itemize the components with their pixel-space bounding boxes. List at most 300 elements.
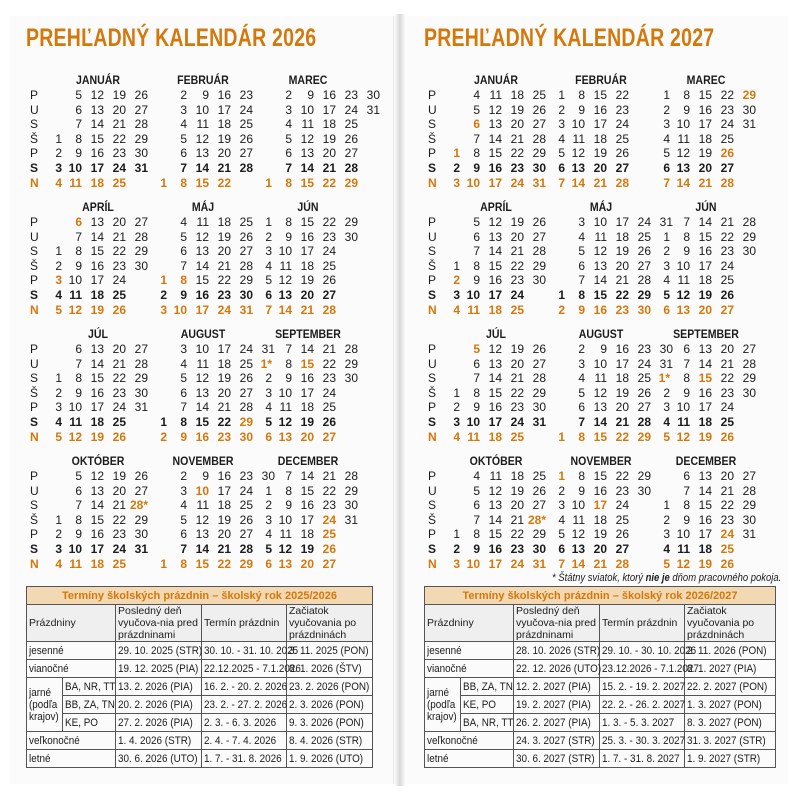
week-row <box>149 400 257 415</box>
day-number: 17 <box>698 258 712 273</box>
day-number: 23 <box>217 429 231 444</box>
day-number: 29 <box>134 244 148 259</box>
region-cell <box>63 678 116 696</box>
day-number: 16 <box>615 342 629 356</box>
day-number: 11 <box>489 88 502 102</box>
day-number: 11 <box>196 498 209 513</box>
table-row <box>27 732 373 750</box>
day-number: 4 <box>180 117 187 132</box>
week-row <box>149 527 257 542</box>
day-number: 31 <box>532 415 546 429</box>
day-number: 24 <box>239 483 253 498</box>
day-number: 25 <box>532 469 546 483</box>
day-number: 22 <box>615 429 629 444</box>
day-number: 5 <box>180 229 187 244</box>
day-number: 6 <box>473 117 480 132</box>
week-row <box>254 215 362 230</box>
week-row <box>442 273 550 288</box>
cell <box>202 732 287 750</box>
month-január <box>442 73 550 199</box>
day-number: 23 <box>510 400 524 415</box>
day-number: 2 <box>663 385 670 400</box>
day-number: 11 <box>677 131 690 146</box>
day-number: 7 <box>75 498 82 513</box>
day-number: 2 <box>578 342 585 356</box>
week-row <box>442 215 550 230</box>
day-number: 1 <box>160 175 167 190</box>
day-label: Š <box>428 385 437 400</box>
day-number: 9 <box>600 342 607 356</box>
day-number: 11 <box>594 229 607 244</box>
week-row <box>547 386 655 401</box>
cell <box>514 678 600 696</box>
day-number: 16 <box>90 146 104 161</box>
day-number: 1 <box>558 88 565 102</box>
cell <box>600 750 685 768</box>
day-number: 8 <box>473 146 480 161</box>
day-number: 3 <box>453 288 460 302</box>
day-number: 1 <box>558 288 565 302</box>
day-number: 4 <box>473 88 480 102</box>
day-number: 11 <box>69 288 82 302</box>
day-number: 3 <box>453 175 460 190</box>
day-number: 20 <box>510 356 524 371</box>
day-number: 3 <box>55 161 62 175</box>
cell <box>600 678 685 696</box>
day-number: 1 <box>663 229 670 244</box>
day-number: 21 <box>112 229 126 244</box>
day-number: 3 <box>285 102 292 117</box>
day-number: 15 <box>300 175 314 190</box>
week-row <box>149 557 257 572</box>
footnote-text: * Štátny sviatok, ktorý <box>552 572 646 584</box>
week-row <box>547 273 655 288</box>
cell <box>685 732 776 750</box>
cell-text: jesenné <box>29 644 64 657</box>
day-number: 26 <box>637 385 651 400</box>
day-number: 11 <box>69 415 82 429</box>
day-number: 11 <box>572 131 585 146</box>
day-number: 17 <box>593 117 607 132</box>
week-row <box>254 498 362 513</box>
day-number: 10 <box>195 342 209 356</box>
day-number: 6 <box>663 302 670 317</box>
day-number: 21 <box>217 400 231 415</box>
day-number: 18 <box>510 88 524 102</box>
day-number: 18 <box>217 117 231 132</box>
week-row <box>149 484 257 499</box>
day-number: 3 <box>265 385 272 400</box>
day-number: 3 <box>663 400 670 415</box>
day-label: Š <box>428 131 437 146</box>
day-number: 27 <box>532 498 546 513</box>
cell-text: 1. 7. - 31. 8. 2026 <box>204 752 282 765</box>
day-number: 28 <box>637 415 651 429</box>
day-number: 20 <box>698 161 712 175</box>
day-number: 16 <box>488 542 502 556</box>
day-number: 8 <box>683 498 690 513</box>
week-row <box>254 176 362 191</box>
cell-text: 28. 10. 2026 (STR) <box>516 644 601 657</box>
cell <box>685 660 776 678</box>
day-number: 7 <box>285 469 292 483</box>
day-number: 17 <box>90 400 104 415</box>
day-number: 16 <box>698 385 712 400</box>
day-number: 7 <box>578 415 585 429</box>
cell <box>685 696 776 714</box>
column-header: Prázdniny <box>27 605 116 642</box>
day-number: 24 <box>615 498 629 513</box>
day-number: 24 <box>510 288 524 302</box>
month-name: DECEMBER <box>675 454 737 468</box>
day-number: 1 <box>265 175 272 190</box>
day-number: 11 <box>279 258 292 273</box>
day-number: 24 <box>720 258 734 273</box>
month-name: APRÍL <box>82 200 114 214</box>
day-number: 19 <box>698 429 712 444</box>
week-row <box>652 357 760 372</box>
day-number: 2 <box>180 88 187 102</box>
day-number: 13 <box>698 469 712 483</box>
day-number: 1 <box>453 146 460 161</box>
week-row <box>547 415 655 430</box>
day-number: 28 <box>344 161 358 175</box>
day-number: 14 <box>571 556 585 571</box>
day-number: 16 <box>593 302 607 317</box>
cell-text: 2. 4. - 7. 4. 2026 <box>204 734 277 747</box>
week-row <box>547 400 655 415</box>
day-number: 4 <box>663 542 670 556</box>
day-number: 5 <box>473 215 480 229</box>
day-number: 11 <box>467 302 480 317</box>
day-number: 16 <box>488 161 502 175</box>
day-label: N <box>30 175 39 190</box>
week-row <box>652 430 760 445</box>
day-number: 7 <box>683 215 690 229</box>
month-júl <box>44 327 152 453</box>
day-number: 29 <box>134 512 148 527</box>
cell-text: veľkonočné <box>427 734 478 747</box>
day-number: 1 <box>55 131 62 146</box>
week-row <box>44 259 152 274</box>
cell-text: 8. 1. 2026 (ŠTV) <box>289 662 362 675</box>
day-number: 16 <box>90 258 104 273</box>
day-number: 10 <box>278 512 292 527</box>
cell <box>202 678 287 696</box>
week-row <box>652 400 760 415</box>
day-number: 5 <box>55 302 62 317</box>
day-number: 15 <box>593 429 607 444</box>
month-október <box>442 454 550 580</box>
day-number: 13 <box>698 342 712 356</box>
day-number: 16 <box>90 527 104 542</box>
day-number: 26 <box>720 146 734 161</box>
day-number: 4 <box>265 258 272 273</box>
day-number: 4 <box>180 498 187 513</box>
day-number: 13 <box>278 288 292 302</box>
week-row <box>149 469 275 484</box>
day-number: 14 <box>488 371 502 386</box>
day-number: 17 <box>217 342 231 356</box>
month-december <box>652 454 760 580</box>
week-row <box>254 230 362 245</box>
cell <box>287 660 373 678</box>
table-row <box>425 678 776 696</box>
day-number: 3 <box>55 400 62 415</box>
day-number: 8 <box>180 556 187 571</box>
day-number: 24 <box>510 556 524 571</box>
day-number: 7 <box>473 131 480 146</box>
week-row <box>442 469 550 484</box>
day-number: 21 <box>720 483 734 498</box>
week-row <box>149 498 257 513</box>
day-number: 15 <box>90 512 104 527</box>
day-number: 7 <box>683 356 690 371</box>
day-number: 9 <box>307 88 314 102</box>
day-number: 12 <box>488 483 502 498</box>
day-label: P <box>30 342 39 356</box>
day-number: 19 <box>217 229 231 244</box>
day-number: 23 <box>510 273 524 288</box>
day-number: 26 <box>239 512 253 527</box>
cell-text: 15. 2. - 19. 2. 2027 <box>602 680 686 693</box>
month-name: AUGUST <box>578 327 624 341</box>
row-name <box>425 750 514 768</box>
day-number: 3 <box>453 415 460 429</box>
day-number: 23 <box>322 229 336 244</box>
day-number: 1 <box>558 469 565 483</box>
cell <box>600 696 685 714</box>
holidays-table-2026-2027 <box>424 586 776 768</box>
day-number: 20 <box>300 288 314 302</box>
footnote <box>552 572 781 584</box>
month-marec <box>254 73 380 199</box>
day-label: N <box>30 429 39 444</box>
day-number: 7 <box>285 342 292 356</box>
day-number: 19 <box>90 429 104 444</box>
day-number: 10 <box>68 400 82 415</box>
day-number: 5 <box>473 483 480 498</box>
day-number: 29 <box>532 146 546 161</box>
day-number: 6 <box>473 229 480 244</box>
day-number: 4 <box>453 302 460 317</box>
day-number: 30 <box>532 400 546 415</box>
cell-text: 1. 3. - 5. 3. 2027 <box>602 716 675 729</box>
day-number: 19 <box>217 371 231 386</box>
day-number: 6 <box>75 342 82 356</box>
week-row <box>547 342 673 357</box>
cell <box>685 750 776 768</box>
day-number: 25 <box>112 556 126 571</box>
day-number: 17 <box>615 215 629 229</box>
day-number: 7 <box>558 175 565 190</box>
day-number: 30 <box>532 542 546 556</box>
day-number: 15 <box>195 273 209 288</box>
day-number: 10 <box>195 102 209 117</box>
day-number: 28 <box>615 556 629 571</box>
day-number: 12 <box>68 302 82 317</box>
day-number: 13 <box>676 302 690 317</box>
day-number: 27 <box>134 483 148 498</box>
day-number: 22 <box>510 146 524 161</box>
day-number: 13 <box>90 342 104 356</box>
month-name: SEPTEMBER <box>275 327 341 341</box>
day-label: Š <box>428 512 437 527</box>
day-number: 19 <box>510 215 524 229</box>
month-name: AUGUST <box>180 327 226 341</box>
day-number: 9 <box>285 498 292 513</box>
day-number: 10 <box>300 102 314 117</box>
week-row <box>254 415 362 430</box>
day-number: 26 <box>720 429 734 444</box>
week-row <box>547 513 655 528</box>
day-number: 3 <box>558 117 565 132</box>
day-number: 24 <box>322 244 336 259</box>
day-number: 21 <box>593 556 607 571</box>
week-row <box>44 88 152 103</box>
cell-text: 1. 9. 2027 (STR) <box>687 752 761 765</box>
day-label: S <box>428 244 437 259</box>
week-row <box>254 88 380 103</box>
cell-text: 2. 11. 2026 (PON) <box>687 644 767 657</box>
day-number: 11 <box>301 117 314 132</box>
day-number: 26 <box>239 371 253 386</box>
week-row <box>547 259 655 274</box>
day-number: 3 <box>663 527 670 542</box>
day-number: 8 <box>578 429 585 444</box>
day-number: 30 <box>344 371 358 386</box>
week-row <box>652 542 760 557</box>
week-row <box>44 357 152 372</box>
week-row <box>254 557 362 572</box>
day-label: N <box>30 556 39 571</box>
cell-text: 19. 2. 2027 (PIA) <box>516 698 591 711</box>
week-row <box>652 371 760 386</box>
day-number: 25 <box>510 302 524 317</box>
week-row <box>254 371 362 386</box>
day-number: 27 <box>720 161 734 175</box>
day-number: 19 <box>300 415 314 429</box>
day-number: 11 <box>279 400 292 415</box>
day-number: 26 <box>615 146 629 161</box>
cell <box>287 714 373 732</box>
row-name <box>27 732 116 750</box>
week-row <box>652 342 760 357</box>
day-number: 10 <box>466 175 480 190</box>
week-row <box>149 342 275 357</box>
day-number: 14 <box>300 161 314 175</box>
week-row <box>442 371 550 386</box>
day-number: 11 <box>196 356 209 371</box>
day-number: 9 <box>285 229 292 244</box>
day-number: 14 <box>90 498 104 513</box>
month-august <box>547 327 673 453</box>
day-label: P <box>30 215 39 229</box>
day-number: 9 <box>473 161 480 175</box>
week-row <box>547 88 655 103</box>
week-row <box>652 161 760 176</box>
week-row <box>149 244 257 259</box>
day-number: 15 <box>488 527 502 542</box>
day-number: 2 <box>180 469 187 483</box>
day-number: 28 <box>344 469 358 483</box>
day-number: 6 <box>180 385 187 400</box>
week-row <box>652 88 760 103</box>
day-number: 12 <box>68 429 82 444</box>
day-number: 21 <box>322 161 336 175</box>
day-number: 24 <box>217 302 231 317</box>
month-name: JÚL <box>88 327 108 341</box>
day-number: 19 <box>322 131 336 146</box>
day-number: 24 <box>637 356 651 371</box>
day-label: U <box>428 229 437 244</box>
day-number: 24 <box>637 215 651 229</box>
day-number: 18 <box>488 429 502 444</box>
cell-text: 16. 2. - 20. 2. 2026 <box>204 680 288 693</box>
day-label: P <box>30 273 39 288</box>
day-number: 28* <box>527 512 546 527</box>
day-number: 11 <box>572 512 585 527</box>
day-number: 2 <box>453 273 460 288</box>
day-number: 18 <box>510 469 524 483</box>
month-február <box>547 73 655 199</box>
column-header: Začiatok vyučovania po prázdninách <box>685 605 776 642</box>
day-number: 25 <box>322 527 336 542</box>
day-number: 17 <box>488 415 502 429</box>
day-number: 13 <box>593 258 607 273</box>
day-number: 31 <box>344 512 358 527</box>
day-number: 9 <box>473 542 480 556</box>
day-number: 21 <box>720 356 734 371</box>
day-number: 12 <box>195 512 209 527</box>
day-number: 5 <box>663 146 670 161</box>
day-number: 17 <box>488 175 502 190</box>
day-number: 2 <box>558 302 565 317</box>
day-number: 31 <box>366 102 380 117</box>
day-number: 13 <box>571 161 585 175</box>
day-label: P <box>428 273 437 288</box>
day-number: 22 <box>112 131 126 146</box>
day-label: S <box>30 244 39 259</box>
day-number: 15 <box>300 215 314 229</box>
day-number: 26 <box>322 542 336 556</box>
day-number: 8 <box>578 88 585 102</box>
day-number: 12 <box>676 429 690 444</box>
week-row <box>149 215 257 230</box>
day-number: 28 <box>532 371 546 386</box>
day-number: 2 <box>160 429 167 444</box>
day-number: 15 <box>195 556 209 571</box>
day-number: 28 <box>134 229 148 244</box>
month-máj <box>149 200 257 326</box>
day-number: 10 <box>466 288 480 302</box>
cell-text: letné <box>427 752 449 765</box>
day-number: 17 <box>300 512 314 527</box>
week-row <box>547 356 673 372</box>
day-number: 4 <box>473 469 480 483</box>
week-row <box>652 415 760 430</box>
cell-text: veľkonočné <box>29 734 80 747</box>
week-row <box>44 117 152 132</box>
day-number: 6 <box>558 161 565 175</box>
day-number: 19 <box>698 146 712 161</box>
day-number: 2 <box>265 371 272 386</box>
column-header: Posledný deň vyučova-nia pred prázdninami <box>116 605 202 642</box>
day-number: 10 <box>278 244 292 259</box>
day-label: P <box>428 146 437 161</box>
table-row <box>27 660 373 678</box>
day-number: 12 <box>488 102 502 117</box>
